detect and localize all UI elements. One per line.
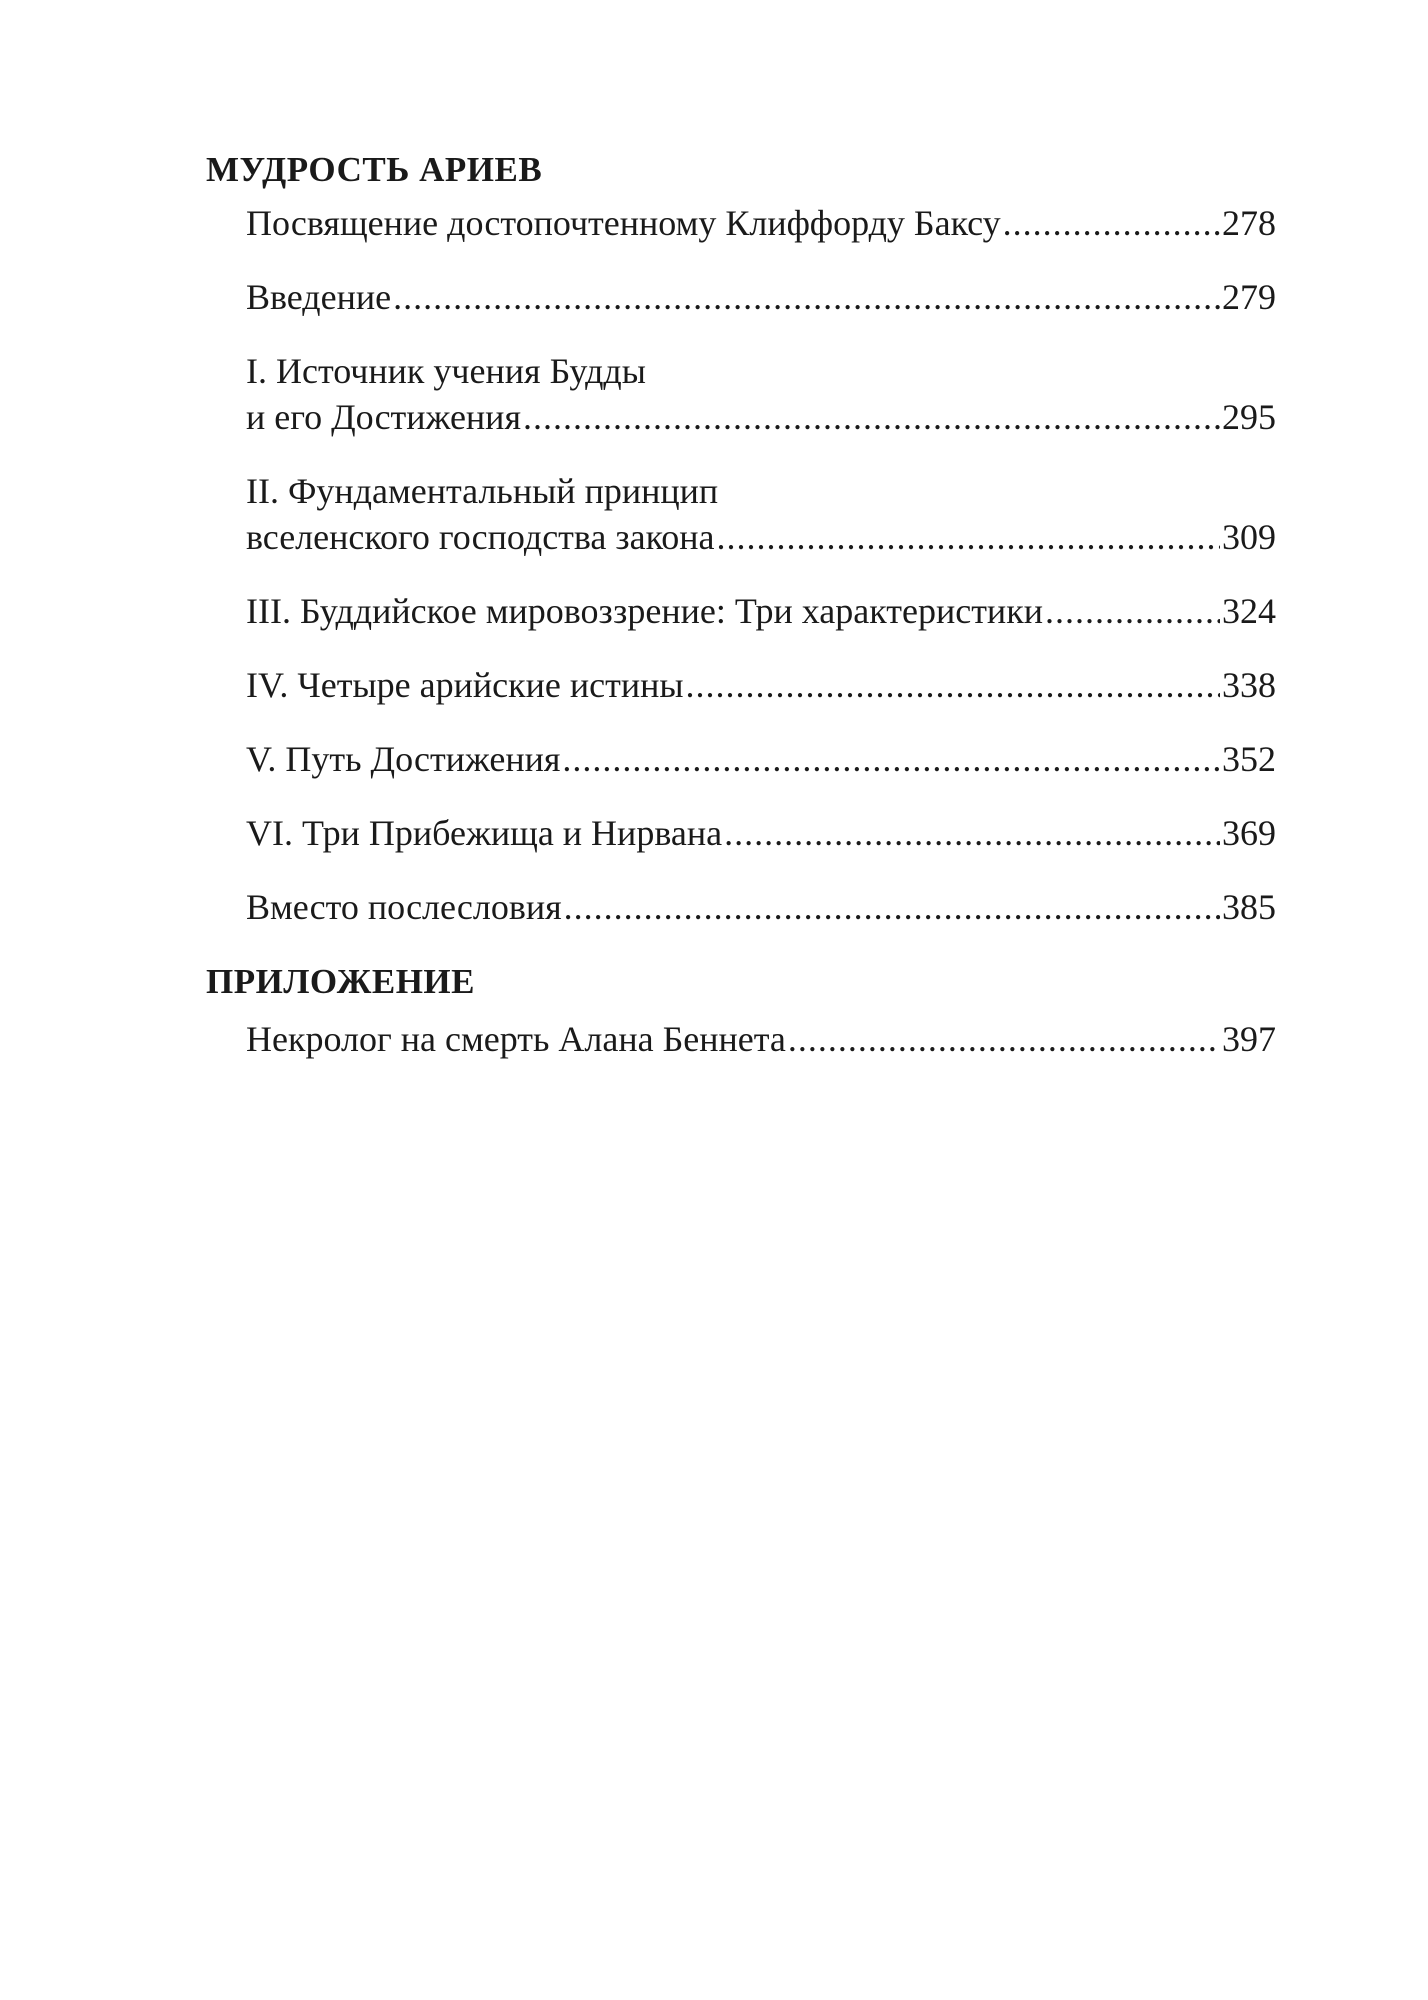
entry-title: VI. Три Прибежища и Нирвана [246,813,723,853]
toc-entry[interactable] [246,666,1276,704]
toc-entry[interactable] [246,888,1276,926]
toc-entry[interactable] [246,278,1276,316]
page-number: 397 [1222,1019,1276,1059]
toc-entry[interactable] [246,814,1276,852]
dot-leader [1003,204,1220,242]
page-number: 369 [1222,813,1276,853]
entry-title-first-line: I. Источник учения Будды [246,351,646,391]
toc-entry[interactable] [246,740,1276,778]
page-number: 385 [1222,887,1276,927]
page-number: 279 [1222,277,1276,317]
dot-leader [686,666,1220,704]
entry-title: вселенского господства закона [246,517,715,557]
entry-title: IV. Четыре арийские истины [246,665,684,705]
dot-leader [788,1020,1220,1058]
dot-leader [717,518,1220,556]
toc-entry[interactable] [246,472,1276,556]
dot-leader [562,740,1220,778]
page-number: 352 [1222,739,1276,779]
section-entries [206,204,1276,926]
page-number: 324 [1222,591,1276,631]
dot-leader [523,398,1220,436]
section-entries [206,1020,1276,1058]
toc-entry[interactable] [246,352,1276,436]
toc-entry[interactable] [246,204,1276,242]
dot-leader [393,278,1220,316]
entry-title: Вместо послесловия [246,887,562,927]
entry-title-first-line: II. Фундаментальный принцип [246,471,719,511]
toc-entry[interactable] [246,1020,1276,1058]
entry-title: Посвящение достопочтенному Клиффорду Баксу [246,203,1001,243]
entry-title: III. Буддийское мировоззрение: Три характеристики [246,591,1043,631]
dot-leader [1045,592,1220,630]
entry-title: Некролог на смерть Алана Беннета [246,1019,786,1059]
section-title: МУДРОСТЬ АРИЕВ [206,150,543,189]
table-of-contents [206,150,1276,1094]
page-number: 278 [1222,203,1276,243]
entry-title: Введение [246,277,392,317]
page-number: 338 [1222,665,1276,705]
toc-entry[interactable] [246,592,1276,630]
section-title: ПРИЛОЖЕНИЕ [206,962,476,1001]
page-number: 295 [1222,397,1276,437]
entry-title: V. Путь Достижения [246,739,561,779]
dot-leader [724,814,1220,852]
dot-leader [564,888,1220,926]
entry-title: и его Достижения [246,397,522,437]
page-number: 309 [1222,517,1276,557]
